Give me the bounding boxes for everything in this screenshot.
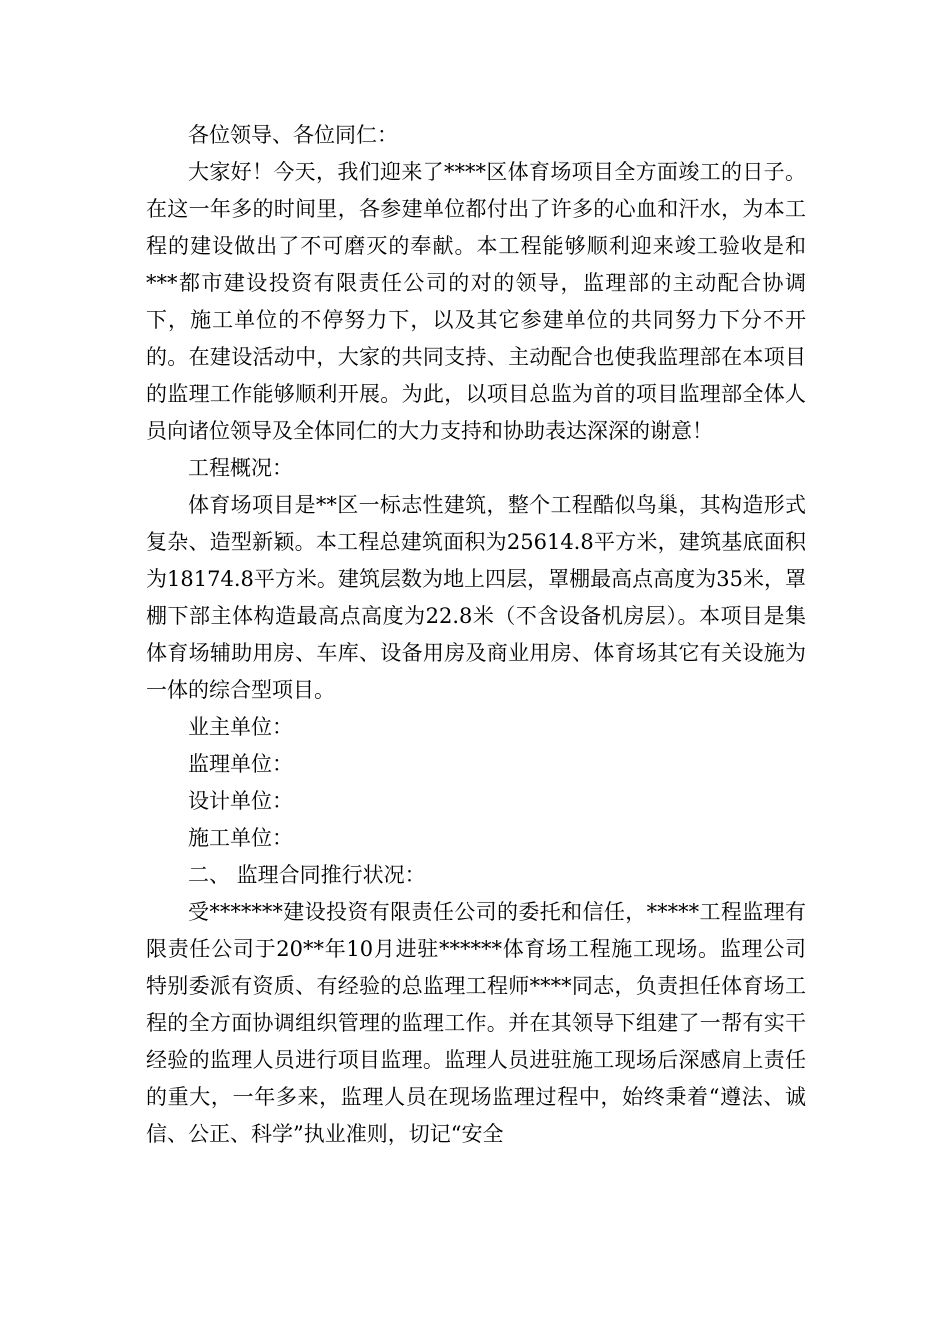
design-unit-line: 设计单位：	[188, 789, 293, 813]
section-heading-contract: 二、 监理合同推行状况：	[188, 863, 426, 887]
owner-unit-line: 业主单位：	[188, 715, 293, 739]
contract-paragraph: 受*******建设投资有限责任公司的委托和信任，*****工程监理有限责任公司于20**年10月进驻******体育场工程施工现场。监理公司特别委派有资质、有经验的总监理工程师****同志，负责担任体育场工程的全方面协调组织管理的监理工作。并在其领导下组建了一帮有实干经验的监理人员进行项目监理。监理人员进驻施工现场后深感肩上责任的重大，一年多来，监理人员在现场监理过程中，始终秉着“遵法、诚信、公正、科学”执业准则，切记“安全	[146, 900, 806, 1146]
section-heading-overview: 工程概况：	[188, 456, 293, 480]
greeting-paragraph: 大家好！今天，我们迎来了****区体育场项目全方面竣工的日子。在这一年多的时间里，各参建单位都付出了许多的心血和汗水，为本工程的建设做出了不可磨灭的奉献。本工程能够顺利迎来竣工验收是和***都市建设投资有限责任公司的对的领导，监理部的主动配合协调下，施工单位的不停努力下，以及其它参建单位的共同努力下分不开的。在建设活动中，大家的共同支持、主动配合也使我监理部在本项目的监理工作能够顺利开展。为此，以项目总监为首的项目监理部全体人员向诸位领导及全体同仁的大力支持和协助表达深深的谢意！	[146, 160, 806, 443]
construction-unit-line: 施工单位：	[188, 826, 293, 850]
supervision-unit-line: 监理单位：	[188, 752, 293, 776]
overview-paragraph: 体育场项目是**区一标志性建筑，整个工程酷似鸟巢，其构造形式复杂、造型新颖。本工程总建筑面积为25614.8平方米，建筑基底面积为18174.8平方米。建筑层数为地上四层，罩棚最高点高度为35米，罩棚下部主体构造最高点高度为22.8米（不含设备机房层）。本项目是集体育场辅助用房、车库、设备用房及商业用房、体育场其它有关设施为一体的综合型项目。	[146, 493, 806, 702]
salutation-paragraph: 各位领导、各位同仁：	[188, 123, 398, 147]
document-body	[146, 117, 806, 1153]
